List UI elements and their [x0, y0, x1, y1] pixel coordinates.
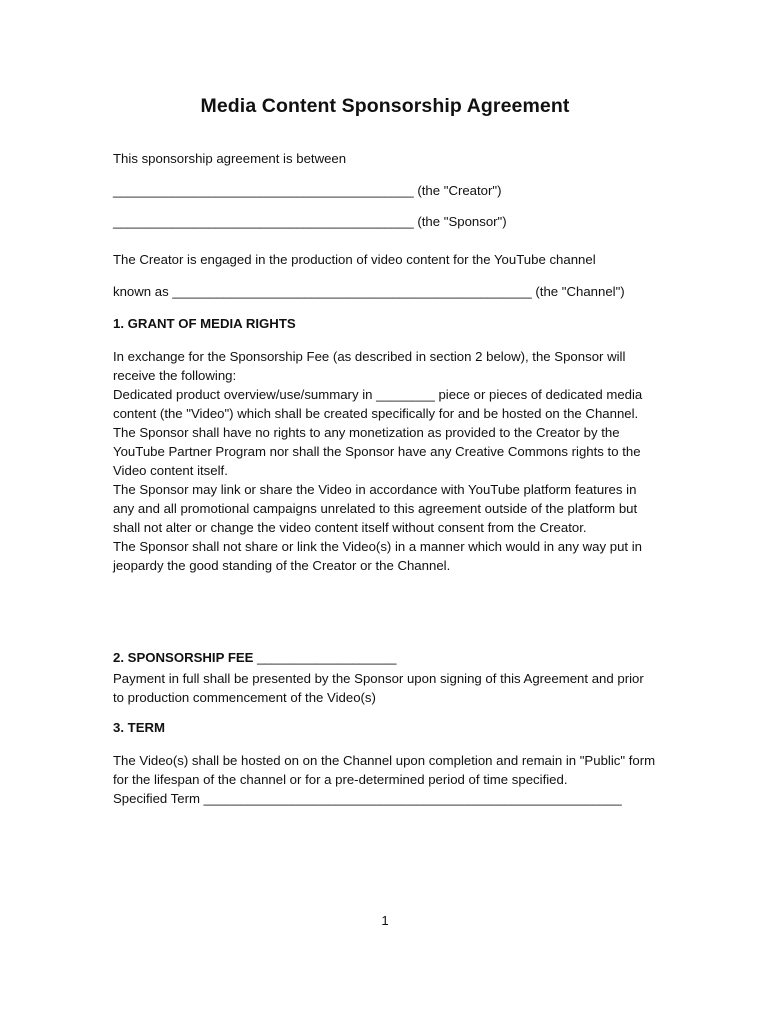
- creator-line: _________________________________________ (the "Creator"): [113, 183, 502, 198]
- sponsor-line: _________________________________________ (the "Sponsor"): [113, 214, 507, 229]
- section-3-body: [113, 751, 658, 808]
- section-1-body: [113, 347, 658, 575]
- specified-term-label: Specified Term: [113, 791, 200, 806]
- specified-term-line: [113, 789, 658, 808]
- section-1-paragraph: Dedicated product overview/use/summary in ________ piece or pieces of dedicated media content (the "Video") which shall be created specifically for and be hosted on the Channel.: [113, 387, 643, 421]
- section-1-paragraph: The Sponsor shall have no rights to any monetization as provided to the Creator by the YouTube Partner Program nor shall the Sponsor have any Creative Commons rights to the Video content itself.: [113, 425, 641, 478]
- section-2-heading-line: [113, 650, 396, 665]
- section-2-body: Payment in full shall be presented by the Sponsor upon signing of this Agreement and prior to production commencement of the Video(s): [113, 671, 644, 705]
- creator-engaged-text: The Creator is engaged in the production of video content for the YouTube channel: [113, 252, 596, 267]
- sponsorship-fee-blank: ___________________: [253, 650, 397, 665]
- section-1-paragraph: The Sponsor shall not share or link the Video(s) in a manner which would in any way put in jeopardy the good standing of the Creator or the Channel.: [113, 539, 643, 573]
- section-1-paragraph: The Sponsor may link or share the Video in accordance with YouTube platform features in any and all promotional campaigns unrelated to this agreement outside of the platform but shall not alter or change the video content itself without consent from the Creator.: [113, 482, 638, 535]
- page-number: 1: [381, 913, 389, 928]
- section-3-paragraph: The Video(s) shall be hosted on on the Channel upon completion and remain in "Public" form for the lifespan of the channel or for a pre-determined period of time specified.: [113, 753, 656, 787]
- specified-term-blank: _________________________________________________________: [199, 791, 622, 806]
- section-2-heading: 2. SPONSORSHIP FEE: [113, 650, 254, 665]
- document-title: Media Content Sponsorship Agreement: [200, 95, 570, 117]
- intro-text: This sponsorship agreement is between: [113, 151, 347, 166]
- section-1-paragraph: In exchange for the Sponsorship Fee (as described in section 2 below), the Sponsor will receive the following:: [113, 349, 626, 383]
- section-3-heading: 3. TERM: [113, 720, 166, 735]
- section-1-heading: 1. GRANT OF MEDIA RIGHTS: [113, 316, 296, 331]
- channel-line: known as _________________________________________________ (the "Channel"): [113, 284, 625, 299]
